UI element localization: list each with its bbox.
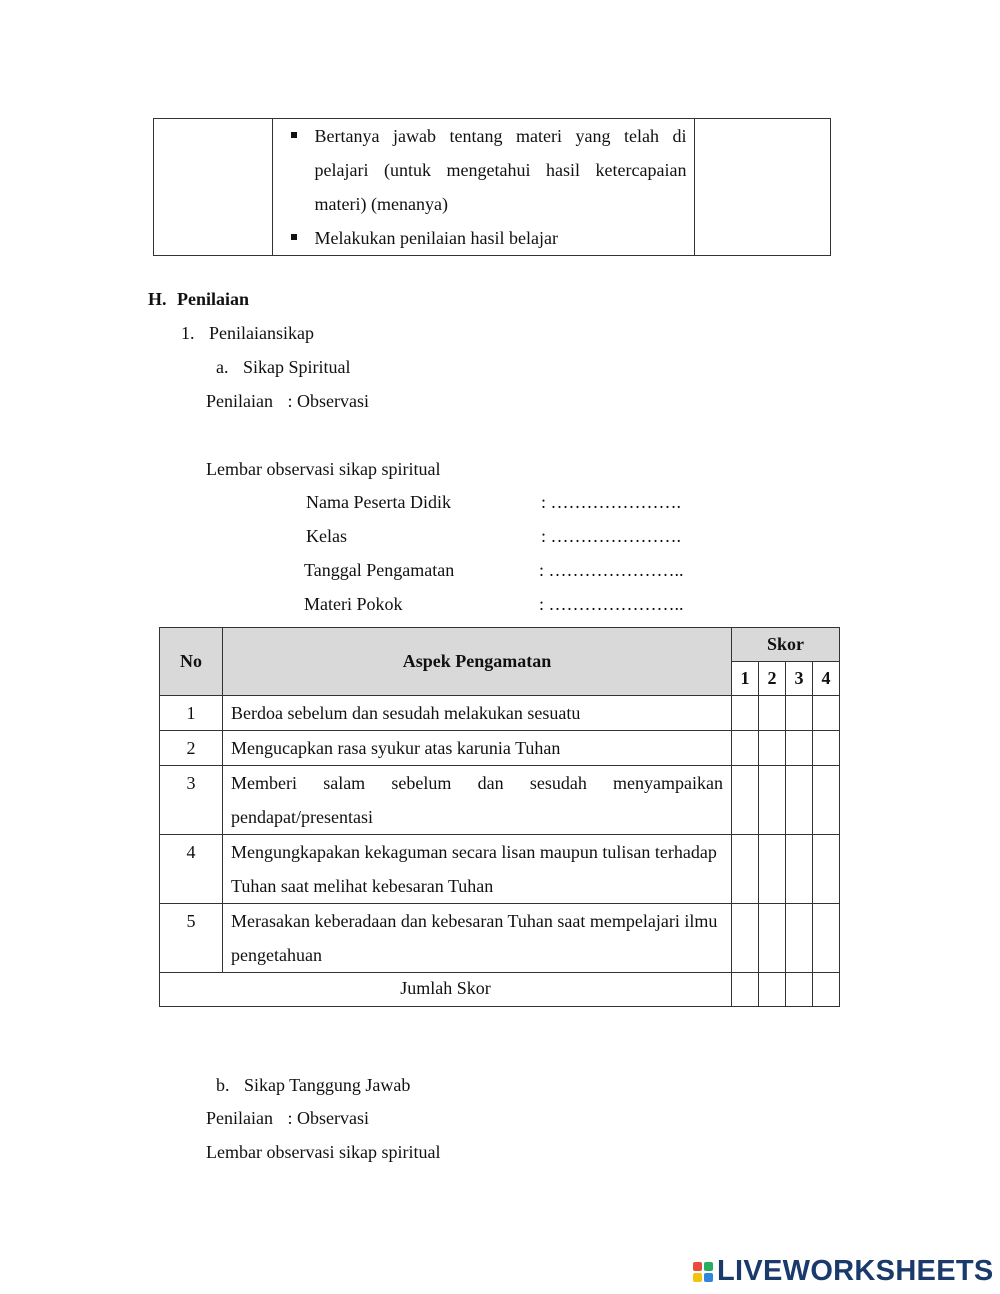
row-aspek: Mengucapkan rasa syukur atas karunia Tuhan xyxy=(223,731,732,766)
field-value-tanggal[interactable]: : ………………….. xyxy=(539,560,684,580)
sub-a-text: Sikap Spiritual xyxy=(243,357,351,377)
score-cell[interactable] xyxy=(786,904,813,973)
logo-square-icon xyxy=(704,1262,713,1271)
header-no: No xyxy=(160,628,223,696)
score-cell[interactable] xyxy=(759,696,786,731)
score-col-4: 4 xyxy=(813,662,840,696)
score-col-1: 1 xyxy=(732,662,759,696)
item-1-num: 1. xyxy=(181,323,195,343)
row-aspek: Merasakan keberadaan dan kebesaran Tuhan saat mempelajari ilmu pengetahuan xyxy=(223,904,732,973)
score-col-2: 2 xyxy=(759,662,786,696)
activity-cell-left xyxy=(154,119,273,256)
score-cell[interactable] xyxy=(732,904,759,973)
lembar-b: Lembar observasi sikap spiritual xyxy=(206,1142,441,1162)
score-col-3: 3 xyxy=(786,662,813,696)
logo-square-icon xyxy=(693,1273,702,1282)
score-cell[interactable] xyxy=(813,835,840,904)
table-row xyxy=(160,835,840,904)
total-score-cell[interactable] xyxy=(759,973,786,1007)
score-cell[interactable] xyxy=(759,904,786,973)
logo-mark-icon xyxy=(693,1262,713,1282)
penilaian-b-value: : Observasi xyxy=(287,1108,369,1128)
sub-a-num: a. xyxy=(216,357,229,377)
score-cell[interactable] xyxy=(759,835,786,904)
header-aspek: Aspek Pengamatan xyxy=(223,628,732,696)
table-row xyxy=(160,731,840,766)
score-cell[interactable] xyxy=(813,904,840,973)
field-label-tanggal: Tanggal Pengamatan xyxy=(304,560,455,580)
table-row xyxy=(160,696,840,731)
sub-a xyxy=(216,357,351,378)
row-no: 4 xyxy=(160,835,223,904)
score-cell[interactable] xyxy=(813,696,840,731)
total-score-cell[interactable] xyxy=(732,973,759,1007)
score-cell[interactable] xyxy=(786,766,813,835)
row-aspek: Mengungkapakan kekaguman secara lisan maupun tulisan terhadap Tuhan saat melihat kebesaran Tuhan xyxy=(223,835,732,904)
score-cell[interactable] xyxy=(732,766,759,835)
section-h-title: Penilaian xyxy=(177,289,250,309)
lembar-a: Lembar observasi sikap spiritual xyxy=(206,459,441,479)
penilaian-a-label: Penilaian xyxy=(206,391,273,411)
score-cell[interactable] xyxy=(759,766,786,835)
row-aspek: Memberi salam sebelum dan sesudah menyampaikan pendapat/presentasi xyxy=(223,766,732,835)
header-skor: Skor xyxy=(732,628,840,662)
section-h-label: H. xyxy=(148,289,167,309)
penilaian-b-label: Penilaian xyxy=(206,1108,273,1128)
section-h-heading xyxy=(148,289,249,310)
sub-b xyxy=(216,1075,410,1096)
total-label: Jumlah Skor xyxy=(160,973,732,1007)
activity-cell-content xyxy=(272,119,695,256)
item-1 xyxy=(181,323,314,344)
logo-text: LIVEWORKSHEETS xyxy=(717,1255,994,1287)
logo-square-icon xyxy=(704,1273,713,1282)
score-cell[interactable] xyxy=(813,766,840,835)
score-cell[interactable] xyxy=(786,835,813,904)
table-row xyxy=(160,904,840,973)
total-score-cell[interactable] xyxy=(786,973,813,1007)
field-label-kelas: Kelas xyxy=(306,526,347,546)
field-label-nama: Nama Peserta Didik xyxy=(306,492,451,512)
item-1-text: Penilaiansikap xyxy=(209,323,314,343)
sub-b-num: b. xyxy=(216,1075,230,1095)
penilaian-a-value: : Observasi xyxy=(287,391,369,411)
sub-b-text: Sikap Tanggung Jawab xyxy=(244,1075,411,1095)
score-cell[interactable] xyxy=(732,731,759,766)
row-aspek: Berdoa sebelum dan sesudah melakukan sesuatu xyxy=(223,696,732,731)
field-label-materi: Materi Pokok xyxy=(304,594,403,614)
score-cell[interactable] xyxy=(786,696,813,731)
activity-bullet-1: Bertanya jawab tentang materi yang telah di pelajari (untuk mengetahui hasil ketercapaian materi) (menanya) xyxy=(287,119,687,221)
observation-table xyxy=(159,627,840,1007)
penilaian-b xyxy=(206,1108,369,1129)
score-cell[interactable] xyxy=(732,696,759,731)
logo-square-icon xyxy=(693,1262,702,1271)
total-row xyxy=(160,973,840,1007)
activity-bullet-list xyxy=(273,119,695,255)
score-cell[interactable] xyxy=(786,731,813,766)
row-no: 5 xyxy=(160,904,223,973)
score-cell[interactable] xyxy=(813,731,840,766)
total-score-cell[interactable] xyxy=(813,973,840,1007)
table-row xyxy=(160,766,840,835)
score-cell[interactable] xyxy=(759,731,786,766)
field-value-materi[interactable]: : ………………….. xyxy=(539,594,684,614)
row-no: 3 xyxy=(160,766,223,835)
activity-table xyxy=(153,118,831,256)
liveworksheets-logo xyxy=(693,1255,994,1288)
field-value-kelas[interactable]: : …………………. xyxy=(541,526,682,546)
row-no: 1 xyxy=(160,696,223,731)
activity-bullet-2: Melakukan penilaian hasil belajar xyxy=(287,221,687,255)
activity-cell-right xyxy=(695,119,831,256)
penilaian-a xyxy=(206,391,369,412)
row-no: 2 xyxy=(160,731,223,766)
field-value-nama[interactable]: : …………………. xyxy=(541,492,682,512)
score-cell[interactable] xyxy=(732,835,759,904)
